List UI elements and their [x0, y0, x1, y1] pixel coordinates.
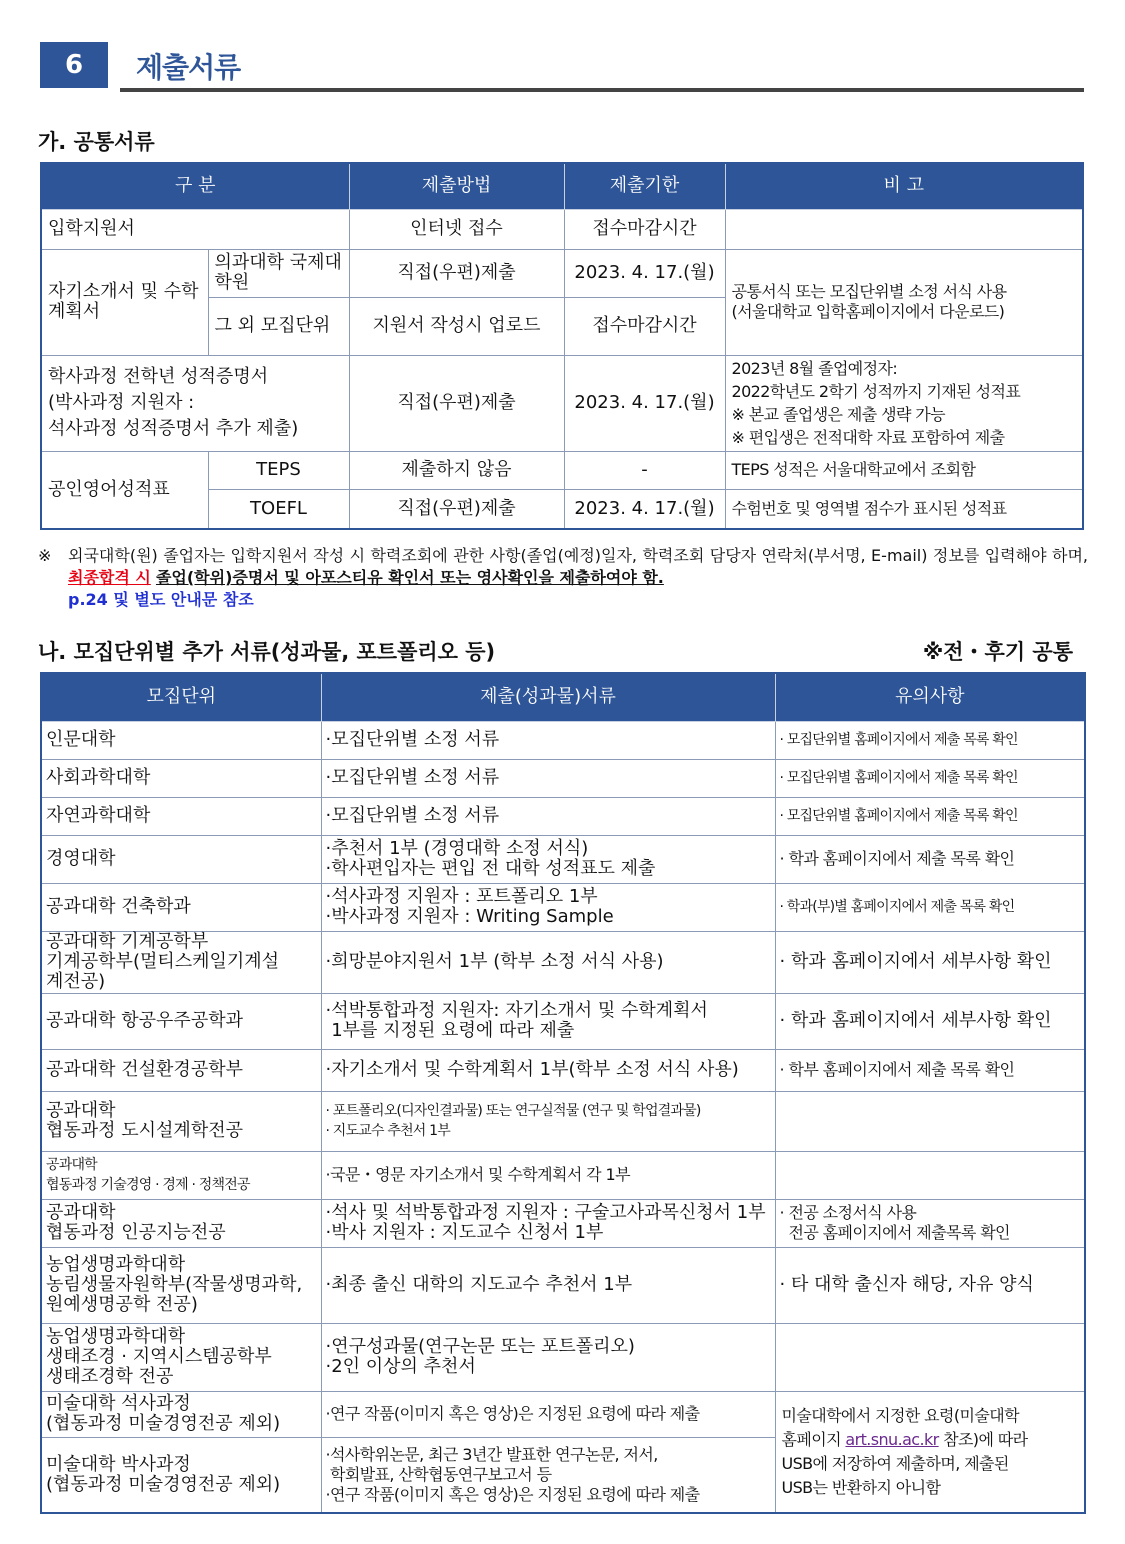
notes-cell-line: · 학부 홈페이지에서 제출 목록 확인: [779, 1060, 1015, 1079]
common-docs-table: [40, 162, 1084, 530]
documents-cell: [321, 1247, 775, 1323]
header-notes: 유의사항: [775, 673, 1085, 721]
row-label: 입학지원서: [41, 209, 349, 249]
transcript-line: 석사과정 성적증명서 추가 제출): [48, 418, 299, 439]
unit-cell-line: 인문대학: [46, 729, 116, 750]
notes-cell-line: · 모집단위별 홈페이지에서 제출 목록 확인: [779, 732, 1018, 748]
row-label: [41, 355, 349, 451]
documents-cell-line: ·석사 및 석박통합과정 지원자 : 구술고사과목신청서 1부: [325, 1202, 766, 1223]
table-row: [41, 1151, 1085, 1199]
remark-cell: 수험번호 및 영역별 점수가 표시된 성적표: [725, 489, 1083, 529]
notes-cell: [775, 993, 1085, 1049]
notice-required-docs: 졸업(학위)증명서 및 아포스티유 확인서 또는 영사확인을 제출하여야 함.: [155, 568, 664, 587]
table-row: [41, 1049, 1085, 1091]
documents-cell-line: ·박사과정 지원자 : Writing Sample: [325, 906, 614, 927]
section-header: [40, 40, 1085, 92]
documents-cell: [321, 1049, 775, 1091]
art-note-cell: [775, 1391, 1085, 1513]
unit-cell-line: 공과대학 건설환경공학부: [46, 1059, 243, 1080]
unit-cell-line: (협동과정 미술경영전공 제외): [46, 1473, 281, 1495]
documents-cell-line: ·국문・영문 자기소개서 및 수학계획서 각 1부: [325, 1165, 630, 1184]
table-row: [41, 249, 1083, 297]
notes-cell: [775, 1199, 1085, 1247]
table-row: [41, 209, 1083, 249]
unit-cell: [41, 1049, 321, 1091]
table-row: [41, 883, 1085, 931]
header-documents: 제출(성과물)서류: [321, 673, 775, 721]
remark-line: ※ 편입생은 전적대학 자료 포함하여 제출: [731, 428, 1005, 447]
sub-category: 그 외 모집단위: [208, 297, 349, 355]
table-row: [41, 797, 1085, 835]
documents-cell: [321, 721, 775, 759]
unit-cell-line: 공과대학 기계공학부: [46, 931, 209, 952]
documents-cell-line: ·모집단위별 소정 서류: [325, 805, 500, 826]
remark-line: 공통서식 또는 모집단위별 소정 서식 사용: [731, 282, 1007, 301]
documents-cell-line: 학회발표, 산학협동연구보고서 등: [325, 1464, 552, 1484]
documents-cell-line: ·석사과정 지원자 : 포트폴리오 1부: [325, 886, 598, 907]
documents-cell: [321, 1151, 775, 1199]
method-cell: 지원서 작성시 업로드: [349, 297, 564, 355]
documents-cell: [321, 1199, 775, 1247]
method-cell: 직접(우편)제출: [349, 249, 564, 297]
method-cell: 직접(우편)제출: [349, 489, 564, 529]
unit-cell-line: 기계공학부(멀티스케일기계설: [46, 951, 280, 972]
unit-cell: [41, 1247, 321, 1323]
unit-cell-line: (협동과정 미술경영전공 제외): [46, 1413, 281, 1434]
documents-cell-line: 1부를 지정된 요령에 따라 제출: [325, 1020, 575, 1041]
additional-docs-note: ※전・후기 공통: [922, 640, 1073, 664]
documents-cell: [321, 1437, 775, 1513]
notes-cell: [775, 721, 1085, 759]
transcript-line: (박사과정 지원자 :: [48, 392, 195, 413]
unit-cell-line: 계전공): [46, 971, 106, 992]
unit-cell-line: 경영대학: [46, 848, 116, 869]
row-label: [41, 249, 208, 355]
sub-category: TEPS: [208, 451, 349, 489]
notice-mark: ※: [38, 546, 52, 565]
notes-cell-line: · 타 대학 출신자 해당, 자유 양식: [779, 1274, 1034, 1295]
deadline-cell: 2023. 4. 17.(월): [564, 355, 725, 451]
deadline-cell: 2023. 4. 17.(월): [564, 249, 725, 297]
header-method: 제출방법: [349, 163, 564, 209]
notes-cell-line: · 학과 홈페이지에서 세부사항 확인: [779, 1010, 1052, 1031]
additional-docs-heading: 나. 모집단위별 추가 서류(성과물, 포트폴리오 등): [38, 640, 496, 664]
unit-cell-line: 생태조경 · 지역시스템공학부: [46, 1346, 272, 1367]
documents-cell-line: ·추천서 1부 (경영대학 소정 서식): [325, 838, 589, 859]
header-category: 구 분: [41, 163, 349, 209]
documents-cell-line: ·자기소개서 및 수학계획서 1부(학부 소정 서식 사용): [325, 1059, 739, 1080]
documents-cell: [321, 931, 775, 993]
art-note-pre: 홈페이지: [781, 1429, 846, 1449]
table-row: [41, 1199, 1085, 1247]
notes-cell-line: · 모집단위별 홈페이지에서 제출 목록 확인: [779, 770, 1018, 786]
table-row: [41, 1323, 1085, 1391]
unit-cell-line: 협동과정 도시설계학전공: [46, 1120, 243, 1141]
table-row: [41, 993, 1085, 1049]
method-cell: 제출하지 않음: [349, 451, 564, 489]
remark-line: ※ 본교 졸업생은 제출 생략 가능: [731, 405, 946, 424]
sub-category: TOEFL: [208, 489, 349, 529]
transcript-line: 학사과정 전학년 성적증명서: [48, 366, 269, 387]
notes-cell: [775, 759, 1085, 797]
unit-cell: [41, 1199, 321, 1247]
common-docs-heading: 가. 공통서류: [38, 130, 155, 154]
deadline-cell: 2023. 4. 17.(월): [564, 489, 725, 529]
table-row: [41, 835, 1085, 883]
documents-cell: [321, 1391, 775, 1437]
sub-category: 의과대학 국제대학원: [208, 249, 349, 297]
documents-cell: [321, 759, 775, 797]
art-site-link[interactable]: art.snu.ac.kr: [845, 1429, 939, 1449]
selfintro-label: 자기소개서 및 수학계획서: [48, 281, 199, 322]
notice-final-pass: 최종합격 시: [68, 568, 151, 587]
unit-cell: [41, 759, 321, 797]
documents-cell-line: ·최종 출신 대학의 지도교수 추천서 1부: [325, 1274, 633, 1295]
remark-line: 2022학년도 2학기 성적까지 기재된 성적표: [731, 382, 1021, 401]
deadline-cell: 접수마감시간: [564, 297, 725, 355]
notes-cell: [775, 1049, 1085, 1091]
notes-cell-line: · 학과(부)별 홈페이지에서 제출 목록 확인: [779, 899, 1015, 915]
unit-cell-line: 농업생명과학대학: [46, 1326, 186, 1347]
notes-cell: [775, 1091, 1085, 1151]
unit-cell: [41, 931, 321, 993]
notes-cell: [775, 1151, 1085, 1199]
notes-cell: [775, 797, 1085, 835]
table-row: [41, 931, 1085, 993]
documents-cell: [321, 1323, 775, 1391]
remark-cell: [725, 209, 1083, 249]
additional-docs-table: [40, 672, 1086, 1514]
documents-cell-line: ·모집단위별 소정 서류: [325, 767, 500, 788]
section-number: 6: [40, 42, 108, 88]
unit-cell: [41, 1437, 321, 1513]
remark-cell: TEPS 성적은 서울대학교에서 조회함: [725, 451, 1083, 489]
unit-cell-line: 생태조경학 전공: [46, 1366, 174, 1387]
method-cell: 직접(우편)제출: [349, 355, 564, 451]
unit-cell-line: 공과대학 건축학과: [46, 896, 191, 917]
notes-cell: [775, 1247, 1085, 1323]
unit-cell: [41, 721, 321, 759]
header-deadline: 제출기한: [564, 163, 725, 209]
unit-cell: [41, 835, 321, 883]
unit-cell: [41, 993, 321, 1049]
unit-cell-line: 원예생명공학 전공): [46, 1294, 198, 1315]
unit-cell: [41, 883, 321, 931]
unit-cell-line: 농림생물자원학부(작물생명과학,: [46, 1274, 303, 1295]
unit-cell: [41, 1391, 321, 1437]
documents-cell-line: · 지도교수 추천서 1부: [325, 1123, 450, 1139]
notice-text: 외국대학(원) 졸업자는 입학지원서 작성 시 학력조회에 관한 사항(졸업(예정)일자, 학력조회 담당자 연락처(부서명, E-mail) 정보를 입력해야 하며,: [68, 546, 1088, 565]
documents-cell-line: ·박사 지원자 : 지도교수 신청서 1부: [325, 1222, 604, 1243]
documents-cell: [321, 797, 775, 835]
documents-cell: [321, 993, 775, 1049]
deadline-cell: -: [564, 451, 725, 489]
unit-cell: [41, 1091, 321, 1151]
deadline-cell: 접수마감시간: [564, 209, 725, 249]
documents-cell-line: ·모집단위별 소정 서류: [325, 729, 500, 750]
unit-cell-line: 미술대학 석사과정: [46, 1393, 191, 1414]
documents-cell-line: ·희망분야지원서 1부 (학부 소정 서식 사용): [325, 951, 664, 972]
unit-cell-line: 협동과정 인공지능전공: [46, 1222, 226, 1243]
notes-cell: [775, 835, 1085, 883]
table-row: [41, 1247, 1085, 1323]
documents-cell-line: · 포트폴리오(디자인결과물) 또는 연구실적물 (연구 및 학업결과물): [325, 1103, 701, 1119]
unit-cell: [41, 1151, 321, 1199]
remark-line: 2023년 8월 졸업예정자:: [731, 359, 898, 378]
notes-cell: [775, 1323, 1085, 1391]
method-cell: 인터넷 접수: [349, 209, 564, 249]
table-row: [41, 721, 1085, 759]
unit-cell-line: 자연과학대학: [46, 805, 151, 826]
unit-cell: [41, 797, 321, 835]
notes-cell-line: · 전공 소정서식 사용: [779, 1203, 917, 1222]
row-label: 공인영어성적표: [41, 451, 208, 529]
unit-cell-line: 공과대학: [46, 1157, 97, 1173]
documents-cell-line: ·석박통합과정 지원자: 자기소개서 및 수학계획서: [325, 1000, 708, 1021]
table-row: [41, 451, 1083, 489]
remark-cell: [725, 355, 1083, 451]
notice: [38, 545, 1088, 611]
art-note-post: 참조)에 따라: [938, 1429, 1028, 1449]
unit-cell-line: 미술대학 박사과정: [46, 1453, 191, 1475]
unit-cell-line: 공과대학: [46, 1202, 116, 1223]
unit-cell-line: 사회과학대학: [46, 767, 151, 788]
notes-cell-line: · 학과 홈페이지에서 제출 목록 확인: [779, 849, 1015, 868]
art-note-line: USB는 반환하지 아니함: [781, 1477, 941, 1497]
art-note-line: 미술대학에서 지정한 요령(미술대학: [781, 1405, 1019, 1425]
documents-cell-line: ·2인 이상의 추천서: [325, 1356, 476, 1377]
documents-cell: [321, 883, 775, 931]
notice-reference: p.24 및 별도 안내문 참조: [68, 590, 254, 609]
unit-cell-line: 공과대학 항공우주공학과: [46, 1010, 243, 1031]
notes-cell: [775, 931, 1085, 993]
remark-cell: [725, 249, 1083, 355]
notes-cell-line: 전공 홈페이지에서 제출목록 확인: [779, 1223, 1010, 1242]
documents-cell: [321, 1091, 775, 1151]
table-row: [41, 1091, 1085, 1151]
notes-cell: [775, 883, 1085, 931]
section-divider: [120, 88, 1084, 92]
notes-cell-line: · 모집단위별 홈페이지에서 제출 목록 확인: [779, 808, 1018, 824]
table-row: [41, 355, 1083, 451]
unit-cell-line: 공과대학: [46, 1100, 116, 1121]
remark-line: (서울대학교 입학홈페이지에서 다운로드): [731, 302, 1005, 321]
table-row: [41, 759, 1085, 797]
notes-cell-line: · 학과 홈페이지에서 세부사항 확인: [779, 951, 1052, 972]
documents-cell-line: ·학사편입자는 편입 전 대학 성적표도 제출: [325, 858, 656, 879]
table-row: [41, 1391, 1085, 1437]
documents-cell-line: ·연구성과물(연구논문 또는 포트폴리오): [325, 1336, 635, 1357]
documents-cell-line: ·연구 작품(이미지 혹은 영상)은 지정된 요령에 따라 제출: [325, 1404, 700, 1423]
documents-cell: [321, 835, 775, 883]
unit-cell-line: 농업생명과학대학: [46, 1254, 186, 1275]
documents-cell-line: ·석사학위논문, 최근 3년간 발표한 연구논문, 저서,: [325, 1444, 658, 1464]
header-remarks: 비 고: [725, 163, 1083, 209]
header-unit: 모집단위: [41, 673, 321, 721]
art-note-line: USB에 저장하여 제출하며, 제출된: [781, 1453, 1009, 1473]
unit-cell: [41, 1323, 321, 1391]
unit-cell-line: 협동과정 기술경영 · 경제 · 정책전공: [46, 1177, 250, 1193]
documents-cell-line: ·연구 작품(이미지 혹은 영상)은 지정된 요령에 따라 제출: [325, 1484, 700, 1504]
section-title: 제출서류: [136, 51, 241, 84]
